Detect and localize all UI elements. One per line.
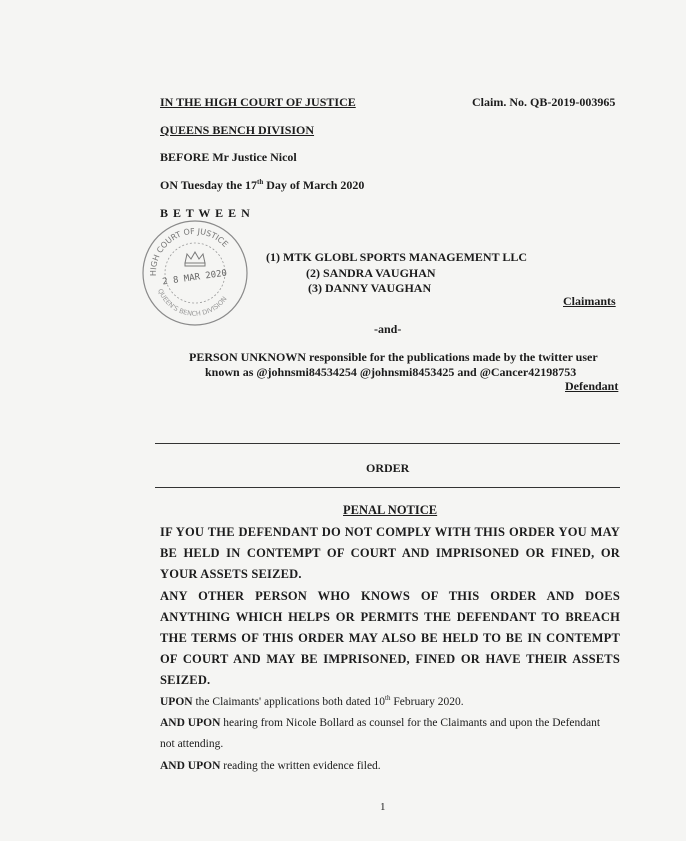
before-judge: BEFORE Mr Justice Nicol: [160, 150, 297, 164]
claimant-3: (3) DANNY VAUGHAN: [308, 281, 432, 295]
rule-top: [155, 443, 620, 444]
order-title: ORDER: [366, 461, 410, 475]
page-number: 1: [380, 801, 386, 813]
recital-3: AND UPON reading the written evidence filed.: [160, 760, 381, 772]
claimant-2: (2) SANDRA VAUGHAN: [306, 266, 436, 280]
stamp-bottom-text: QUEEN'S BENCH DIVISION: [156, 287, 229, 318]
and-separator: -and-: [374, 322, 402, 336]
rule-bottom: [155, 487, 620, 488]
claimant-1: (1) MTK GLOBL SPORTS MANAGEMENT LLC: [266, 250, 528, 264]
crown-icon: [185, 252, 205, 266]
recital-2-continued: not attending.: [160, 738, 224, 750]
claimants-label: Claimants: [563, 294, 616, 308]
recital-1: UPON the Claimants' applications both dated 10th February 2020.: [160, 694, 464, 708]
penal-notice-paragraph-2: ANY OTHER PERSON WHO KNOWS OF THIS ORDER AND DOES ANYTHING WHICH HELPS OR PERMITS THE DEFENDANT TO BREACH THE TERMS OF THIS ORDER MAY ALSO BE HELD TO BE IN CONTEMPT OF COURT AND MAY BE IMPRISONED, FINED OR HAVE THEIR ASSETS SEIZED.: [160, 589, 620, 687]
hearing-date: ON Tuesday the 17th Day of March 2020: [160, 178, 365, 192]
court-name: IN THE HIGH COURT OF JUSTICE: [160, 95, 356, 109]
penal-notice-title: PENAL NOTICE: [343, 503, 438, 517]
division-name: QUEENS BENCH DIVISION: [160, 123, 315, 137]
between-label: B E T W E E N: [160, 206, 251, 220]
stamp-date: 2 8 MAR 2020: [161, 268, 228, 288]
recital-2: AND UPON hearing from Nicole Bollard as counsel for the Claimants and upon the Defendant: [160, 717, 601, 729]
stamp-top-text: HIGH COURT OF JUSTICE: [148, 226, 230, 277]
penal-notice-paragraph-1: IF YOU THE DEFENDANT DO NOT COMPLY WITH THIS ORDER YOU MAY BE HELD IN CONTEMPT OF COURT AND IMPRISONED OR FINED, OR YOUR ASSETS SEIZED.: [160, 525, 620, 581]
claim-number: Claim. No. QB-2019-003965: [472, 95, 616, 109]
defendant-line-1: PERSON UNKNOWN responsible for the publications made by the twitter user: [189, 350, 598, 364]
defendant-label: Defendant: [565, 379, 619, 393]
defendant-line-2: known as @johnsmi84534254 @johnsmi8453425 and @Cancer42198753: [205, 365, 577, 379]
court-stamp: [140, 218, 250, 328]
